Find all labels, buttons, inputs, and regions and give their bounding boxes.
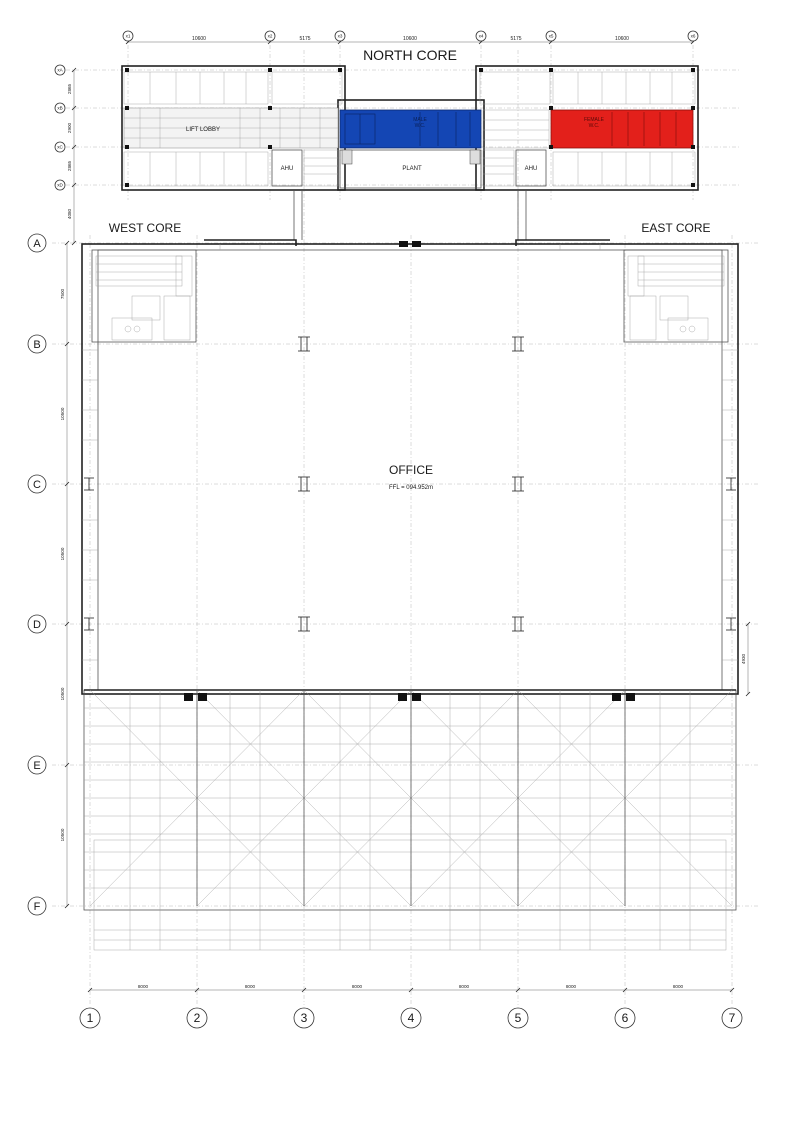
core-row-bubbles xyxy=(55,65,76,245)
lift-lobby-label: LIFT LOBBY xyxy=(186,127,220,133)
male-wc-label-2: W.C. xyxy=(414,123,426,129)
grid-bubble-xC xyxy=(55,142,65,152)
svg-text:3: 3 xyxy=(300,1011,308,1025)
office-ffl: FFL = 094.952m xyxy=(389,485,433,491)
core-gap-to-a: 4080 xyxy=(67,208,72,220)
grid-bubble-7 xyxy=(722,1008,742,1028)
west-core-title: WEST CORE xyxy=(108,221,182,235)
row-spacing-bc: 10500 xyxy=(60,407,65,421)
svg-text:E: E xyxy=(33,760,41,772)
main-row-bubbles xyxy=(28,234,750,915)
svg-text:x1: x1 xyxy=(125,33,131,39)
grid-bubble-a xyxy=(28,234,46,252)
grid-bubble-xB xyxy=(55,103,65,113)
side-dimension: 4930 xyxy=(741,653,746,665)
male-wc xyxy=(340,110,481,148)
svg-text:1: 1 xyxy=(86,1011,94,1025)
grid-bubble-d xyxy=(28,615,46,633)
col-spacing-45: 8000 xyxy=(458,984,470,989)
col-spacing-23: 8000 xyxy=(244,984,256,989)
core-row-spacing-3: 2865 xyxy=(67,160,72,172)
core-row-spacing-2: 2900 xyxy=(67,122,72,134)
grid-bubble-6 xyxy=(615,1008,635,1028)
svg-text:xB: xB xyxy=(57,105,63,111)
svg-text:5: 5 xyxy=(514,1011,522,1025)
col-spacing-34: 8000 xyxy=(351,984,363,989)
grid-bubble-3 xyxy=(294,1008,314,1028)
grid-bubble-e xyxy=(28,756,46,774)
svg-text:2: 2 xyxy=(193,1011,201,1025)
grid-bubble-4 xyxy=(401,1008,421,1028)
grid-bubble-2 xyxy=(187,1008,207,1028)
female-wc xyxy=(551,110,693,148)
grid-bubble-c xyxy=(28,475,46,493)
svg-text:B: B xyxy=(33,339,41,351)
svg-text:x5: x5 xyxy=(548,33,554,39)
main-column-bubbles xyxy=(80,1008,742,1028)
svg-text:A: A xyxy=(33,238,41,250)
grid-bubble-x1 xyxy=(123,31,133,41)
svg-text:x4: x4 xyxy=(478,33,484,39)
svg-text:x6: x6 xyxy=(690,33,696,39)
svg-text:4: 4 xyxy=(407,1011,415,1025)
office-label: OFFICE xyxy=(389,463,433,477)
row-spacing-ab: 7500 xyxy=(60,288,65,300)
grid-bubble-f xyxy=(28,897,46,915)
svg-text:xC: xC xyxy=(57,144,63,150)
svg-text:D: D xyxy=(33,619,41,631)
core-col-spacing-1: 10600 xyxy=(192,36,206,42)
grid-bubble-x4 xyxy=(476,31,486,41)
core-col-spacing-4: 5175 xyxy=(510,36,522,42)
grid-bubble-x5 xyxy=(546,31,556,41)
svg-text:6: 6 xyxy=(621,1011,629,1025)
grid-bubble-5 xyxy=(508,1008,528,1028)
atrium-glazing xyxy=(84,690,736,950)
col-spacing-67: 8000 xyxy=(672,984,684,989)
main-grid-lines xyxy=(52,50,760,1005)
core-col-spacing-3: 10600 xyxy=(403,36,417,42)
north-core xyxy=(122,47,698,240)
row-spacing-ef: 10500 xyxy=(60,828,65,842)
row-spacing-cd: 10500 xyxy=(60,547,65,561)
office-shell xyxy=(82,221,738,694)
grid-bubble-xD xyxy=(55,180,65,190)
row-spacing-de: 10500 xyxy=(60,687,65,701)
grid-bubble-1 xyxy=(80,1008,100,1028)
svg-text:xD: xD xyxy=(57,182,63,188)
col-spacing-56: 8000 xyxy=(565,984,577,989)
svg-text:F: F xyxy=(33,901,41,913)
grid-bubble-x2 xyxy=(265,31,275,41)
ahu-right-label: AHU xyxy=(524,166,538,172)
col-spacing-12: 8000 xyxy=(137,984,149,989)
svg-text:C: C xyxy=(33,479,41,491)
female-wc-label-2: W.C. xyxy=(588,123,600,129)
north-core-title: NORTH CORE xyxy=(363,47,457,63)
male-wc-label-1: MALE xyxy=(413,117,427,123)
svg-text:7: 7 xyxy=(728,1011,736,1025)
grid-bubble-xA xyxy=(55,65,65,75)
ahu-left-label: AHU xyxy=(280,166,294,172)
east-core-title: EAST CORE xyxy=(641,221,711,235)
core-col-spacing-2: 5175 xyxy=(299,36,311,42)
grid-bubble-x3 xyxy=(335,31,345,41)
plant-label: PLANT xyxy=(402,166,422,172)
female-wc-label-1: FEMALE xyxy=(583,117,605,123)
grid-bubble-x6 xyxy=(688,31,698,41)
grid-bubble-b xyxy=(28,335,46,353)
core-row-spacing-1: 2865 xyxy=(67,83,72,95)
core-col-spacing-5: 10600 xyxy=(615,36,629,42)
svg-text:x3: x3 xyxy=(337,33,343,39)
svg-text:x2: x2 xyxy=(267,33,273,39)
svg-text:xA: xA xyxy=(57,67,63,73)
